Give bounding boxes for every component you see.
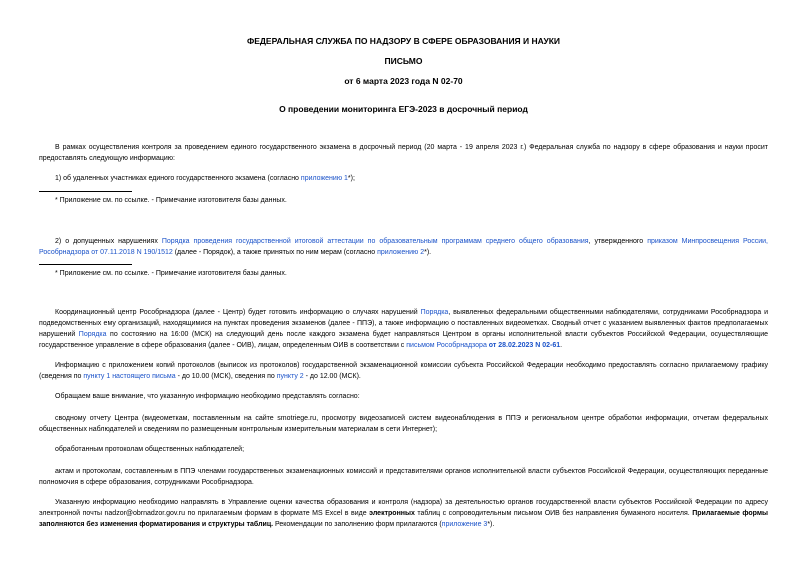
send-tail: *). [487, 521, 495, 528]
procedure-link[interactable]: Порядка проведения государственной итоговой аттестации по образовательным программам среднего общего образования [161, 238, 589, 245]
subject-heading: О проведении мониторинга ЕГЭ-2023 в досрочный период [279, 104, 528, 114]
item-2-text-2: , утвержденного [588, 238, 648, 245]
center-text-1: Координационный центр Рособрнадзора (далее - Центр) будет готовить информацию о случаях нарушений [55, 309, 421, 316]
list-item-acts-protocols: актам и протоколам, составленным в ППЭ членами государственных экзаменационных комиссий и представителями органов исполнительной власти субъектов Российской Федерации, осуществляющих переданные полномочия в сфере образования, сотрудниками Рособрнадзора. [39, 468, 768, 486]
coordination-center-paragraph [39, 307, 768, 351]
date-number-heading: от 6 марта 2023 года N 02-70 [344, 76, 463, 86]
list-item-summary-report: сводному отчету Центра (видеометкам, поставленным на сайте smotriege.ru, просмотру видеозаписей систем видеонаблюдения в ППЭ и региональном центре обработки информации, отчетам федеральных общественных наблюдателей и сведениям по размещенным контрольным измерительным материалам в сети Интернет); [39, 415, 768, 433]
item-2-tail: *). [424, 249, 432, 256]
send-bold-1: электронных [369, 510, 415, 517]
footnote-2: * Приложение см. по ссылке. - Примечание изготовителя базы данных. [55, 270, 287, 277]
rosobrnadzor-letter-link[interactable]: письмом Рособрнадзора [406, 342, 487, 349]
attention-paragraph: Обращаем ваше внимание, что указанную информацию необходимо представлять согласно: [55, 393, 360, 400]
submission-paragraph [39, 497, 768, 530]
schedule-paragraph [39, 360, 768, 382]
appendix-2-link[interactable]: приложению 2 [377, 249, 425, 256]
appendix-3-link[interactable]: приложение 3 [441, 521, 488, 528]
agency-heading: ФЕДЕРАЛЬНАЯ СЛУЖБА ПО НАДЗОРУ В СФЕРЕ ОБРАЗОВАНИЯ И НАУКИ [246, 36, 561, 46]
point-1-link[interactable]: пункту 1 настоящего письма [83, 373, 176, 380]
footnote-separator-2 [39, 264, 132, 265]
point-2-link[interactable]: пункту 2 [276, 373, 304, 380]
center-text-end: . [560, 342, 563, 349]
intro-paragraph: В рамках осуществления контроля за проведением единого государственного экзамена в досрочный период (20 марта - 19 апреля 2023 г.) Федеральная служба по надзору в сфере образования и науки просит предоставлять следующую информацию: [39, 144, 768, 162]
send-bold-2: Прилагаемые формы заполняются без изменения форматирования и структуры таблиц. [39, 510, 769, 528]
item-2-text: 2) о допущенных нарушениях [55, 238, 162, 245]
send-text-3: Рекомендации по заполнению форм прилагаются ( [273, 521, 442, 528]
procedure-link-2[interactable]: Порядка [420, 309, 449, 316]
order-link[interactable]: приказом Минпросвещения России, Рособрнадзора от 07.11.2018 N 190/1512 [39, 238, 768, 256]
letter-date-link[interactable]: от 28.02.2023 N 02-61 [488, 342, 561, 349]
list-item-observer-protocols: обработанным протоколам общественных наблюдателей; [55, 446, 245, 453]
footnote-separator-1 [39, 191, 132, 192]
item-1-paragraph [55, 173, 355, 184]
item-2-paragraph [39, 236, 768, 258]
item-1-text: 1) об удаленных участниках единого государственного экзамена (согласно [55, 175, 301, 182]
footnote-1: * Приложение см. по ссылке. - Примечание изготовителя базы данных. [55, 197, 287, 204]
center-text-2: , выявленных федеральными общественными наблюдателями, сотрудниками Рособрнадзора и подведомственных ему организаций, находящимися на пунктах проведения экзаменов (далее - ППЭ), а также информацию о поставленных видеометках. Сводный отчет с указанием выявленных фактов предполагаемых нарушений [39, 309, 768, 338]
procedure-link-3[interactable]: Порядка [78, 331, 107, 338]
send-text-1: Указанную информацию необходимо направлять в Управление оценки качества образования и контроля (надзора) за деятельностью органов государственной власти субъектов Российской Федерации по адресу электронной почты nadzor@obrnadzor.gov.ru по прилагаемым формам в формате MS Excel в виде [39, 499, 768, 517]
schedule-text-2: - до 10.00 (МСК), сведения по [175, 373, 277, 380]
appendix-1-link[interactable]: приложению 1 [300, 175, 348, 182]
item-1-tail: *); [347, 175, 355, 182]
doc-type-heading: ПИСЬМО [384, 56, 423, 66]
schedule-text-1: Информацию с приложением копий протоколов (выписок из протоколов) государственной экзаменационной комиссии субъекта Российской Федерации необходимо предоставлять согласно прилагаемому графику (сведения по [39, 362, 768, 380]
schedule-text-3: - до 12.00 (МСК). [303, 373, 361, 380]
center-text-3: по состоянию на 16:00 (МСК) на следующий день после каждого экзамена будет направляться Центром в органы исполнительной власти субъектов Российской Федерации, осуществляющие государственное управление в сфере образования (далее - ОИВ), лицам, определенным ОИВ в соответствии с [39, 331, 768, 349]
item-2-text-3: (далее - Порядок), а также принятых по ним мерам (согласно [172, 249, 378, 256]
send-text-2: таблиц с сопроводительным письмом ОИВ без направления бумажного носителя. [414, 510, 693, 517]
